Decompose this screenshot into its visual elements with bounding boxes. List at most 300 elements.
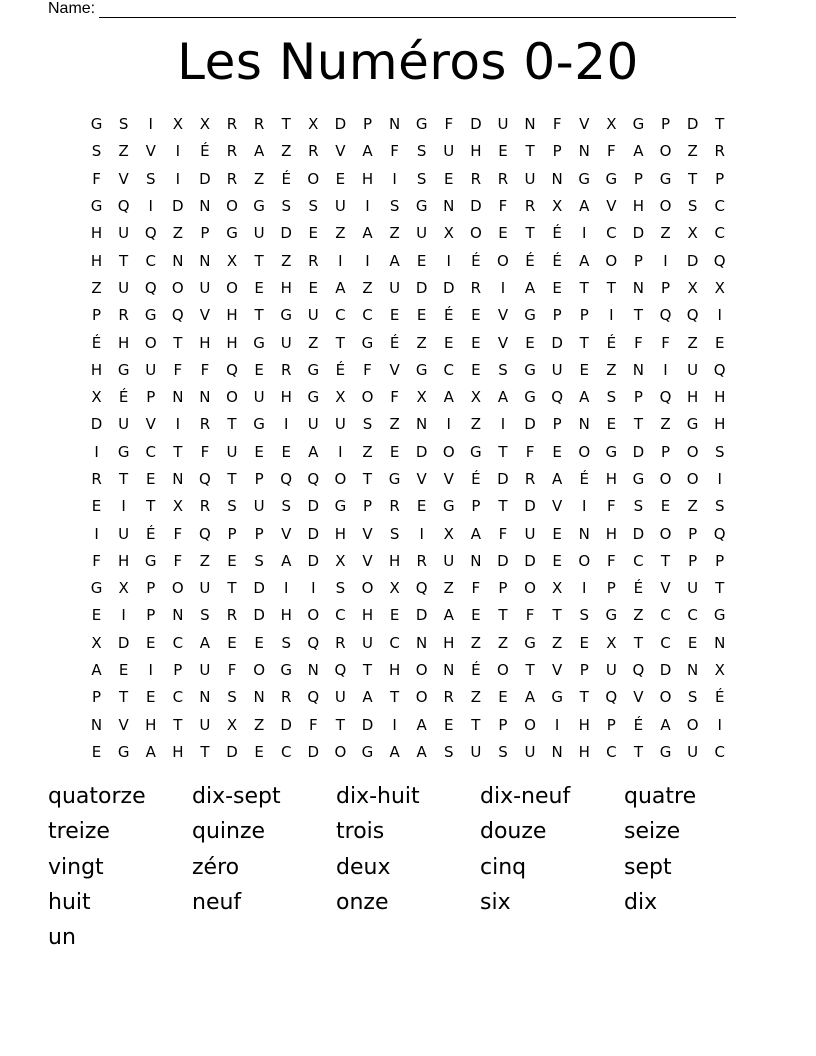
grid-letter[interactable]: D — [632, 524, 645, 543]
grid-letter[interactable]: G — [524, 388, 536, 407]
grid-letter[interactable]: U — [687, 742, 699, 761]
grid-letter[interactable]: Q — [659, 306, 672, 325]
grid-letter[interactable]: N — [632, 360, 645, 379]
grid-letter[interactable]: S — [714, 497, 725, 516]
grid-letter[interactable]: S — [687, 688, 698, 707]
grid-letter[interactable]: G — [659, 169, 672, 188]
grid-letter[interactable]: D — [497, 551, 509, 570]
grid-letter[interactable]: Q — [144, 278, 157, 297]
grid-letter[interactable]: G — [280, 306, 293, 325]
grid-letter[interactable]: I — [392, 169, 397, 188]
grid-letter[interactable]: F — [607, 551, 616, 570]
grid-letter[interactable]: Q — [713, 251, 726, 270]
grid-letter[interactable]: G — [605, 442, 618, 461]
grid-letter[interactable]: H — [226, 333, 238, 352]
grid-letter[interactable]: G — [307, 388, 320, 407]
grid-letter[interactable]: E — [660, 497, 671, 516]
grid-letter[interactable]: N — [470, 551, 482, 570]
grid-letter[interactable]: V — [362, 551, 373, 570]
grid-letter[interactable]: X — [172, 497, 183, 516]
grid-letter[interactable]: E — [281, 442, 291, 461]
grid-letter[interactable]: G — [307, 360, 320, 379]
grid-letter[interactable]: I — [582, 579, 587, 598]
grid-letter[interactable]: C — [280, 742, 292, 761]
grid-letter[interactable]: U — [199, 715, 211, 734]
grid-letter[interactable]: R — [308, 251, 319, 270]
grid-letter[interactable]: U — [145, 360, 157, 379]
grid-letter[interactable]: N — [578, 415, 590, 434]
grid-letter[interactable]: C — [606, 742, 617, 761]
grid-letter[interactable]: O — [605, 251, 618, 270]
grid-letter[interactable]: X — [606, 633, 617, 652]
grid-letter[interactable]: Z — [362, 278, 373, 297]
grid-letter[interactable]: F — [92, 169, 101, 188]
grid-letter[interactable]: Z — [281, 251, 292, 270]
grid-letter[interactable]: Q — [713, 524, 726, 543]
grid-letter[interactable]: R — [470, 278, 482, 297]
grid-letter[interactable]: V — [389, 360, 400, 379]
grid-letter[interactable]: H — [145, 715, 157, 734]
grid-letter[interactable]: P — [606, 715, 616, 734]
grid-letter[interactable]: H — [118, 551, 130, 570]
grid-letter[interactable]: G — [117, 360, 130, 379]
grid-letter[interactable]: Q — [632, 661, 645, 680]
grid-letter[interactable]: V — [633, 688, 644, 707]
grid-letter[interactable]: É — [471, 251, 481, 270]
grid-letter[interactable]: T — [362, 661, 373, 680]
grid-letter[interactable]: T — [688, 169, 698, 188]
grid-letter[interactable]: G — [253, 415, 265, 434]
grid-letter[interactable]: P — [715, 169, 725, 188]
grid-letter[interactable]: Z — [606, 360, 617, 379]
grid-letter[interactable]: O — [415, 688, 428, 707]
grid-letter[interactable]: I — [121, 497, 126, 516]
grid-letter[interactable]: Z — [687, 142, 698, 161]
grid-letter[interactable]: D — [253, 579, 265, 598]
grid-letter[interactable]: F — [634, 333, 643, 352]
grid-letter[interactable]: R — [497, 169, 509, 188]
grid-letter[interactable]: I — [663, 251, 668, 270]
grid-letter[interactable]: D — [307, 497, 320, 516]
grid-letter[interactable]: I — [148, 661, 153, 680]
grid-letter[interactable]: T — [579, 278, 589, 297]
grid-letter[interactable]: T — [498, 497, 508, 516]
grid-letter[interactable]: D — [90, 415, 103, 434]
grid-letter[interactable]: O — [686, 442, 699, 461]
grid-letter[interactable]: I — [148, 115, 153, 134]
grid-letter[interactable]: T — [254, 251, 264, 270]
grid-letter[interactable]: O — [334, 470, 347, 488]
grid-letter[interactable]: Q — [171, 306, 184, 325]
grid-letter[interactable]: R — [253, 115, 265, 134]
grid-letter[interactable]: A — [416, 742, 427, 761]
grid-letter[interactable]: É — [525, 251, 535, 270]
grid-letter[interactable]: T — [606, 278, 616, 297]
grid-letter[interactable]: Z — [91, 278, 102, 297]
grid-letter[interactable]: E — [416, 251, 427, 270]
grid-letter[interactable]: É — [471, 470, 481, 488]
grid-letter[interactable]: P — [362, 497, 372, 516]
grid-letter[interactable]: S — [227, 688, 237, 707]
grid-letter[interactable]: X — [335, 551, 346, 570]
grid-letter[interactable]: E — [145, 633, 156, 652]
grid-letter[interactable]: S — [281, 497, 291, 516]
grid-letter[interactable]: D — [117, 633, 130, 652]
grid-letter[interactable]: S — [200, 606, 210, 625]
grid-letter[interactable]: P — [633, 251, 643, 270]
grid-letter[interactable]: O — [686, 715, 699, 734]
grid-letter[interactable]: Z — [687, 333, 698, 352]
grid-letter[interactable]: P — [688, 551, 698, 570]
grid-letter[interactable]: U — [199, 661, 211, 680]
grid-letter[interactable]: G — [280, 661, 293, 680]
grid-letter[interactable]: D — [659, 661, 672, 680]
grid-letter[interactable]: E — [606, 415, 617, 434]
grid-letter[interactable]: H — [605, 524, 617, 543]
grid-letter[interactable]: P — [92, 306, 102, 325]
grid-letter[interactable]: S — [389, 524, 400, 543]
grid-letter[interactable]: S — [308, 197, 319, 216]
grid-letter[interactable]: N — [578, 142, 590, 161]
grid-letter[interactable]: U — [118, 278, 130, 297]
grid-letter[interactable]: G — [605, 606, 618, 625]
grid-letter[interactable]: V — [118, 169, 129, 188]
grid-letter[interactable]: S — [145, 169, 156, 188]
grid-letter[interactable]: T — [200, 742, 210, 761]
grid-letter[interactable]: V — [497, 306, 509, 325]
grid-letter[interactable]: É — [633, 715, 644, 734]
grid-letter[interactable]: Z — [253, 715, 265, 734]
grid-letter[interactable]: U — [334, 688, 346, 707]
grid-letter[interactable]: Q — [713, 360, 726, 379]
grid-letter[interactable]: X — [199, 115, 211, 134]
grid-letter[interactable]: C — [714, 742, 725, 761]
grid-letter[interactable]: I — [338, 251, 343, 270]
grid-letter[interactable]: T — [173, 442, 183, 461]
grid-letter[interactable]: N — [551, 169, 563, 188]
grid-letter[interactable]: N — [714, 633, 726, 652]
grid-letter[interactable]: I — [283, 415, 289, 434]
grid-letter[interactable]: U — [687, 360, 699, 379]
grid-letter[interactable]: T — [227, 579, 237, 598]
grid-letter[interactable]: O — [226, 278, 238, 297]
grid-letter[interactable]: P — [552, 142, 562, 161]
grid-letter[interactable]: É — [579, 470, 589, 488]
grid-letter[interactable]: P — [146, 579, 156, 598]
grid-letter[interactable]: O — [253, 661, 266, 680]
grid-letter[interactable]: U — [253, 224, 265, 243]
grid-letter[interactable]: V — [606, 197, 617, 216]
grid-letter[interactable]: T — [335, 715, 345, 734]
grid-letter[interactable]: E — [471, 606, 481, 625]
grid-letter[interactable]: É — [118, 388, 129, 407]
grid-letter[interactable]: P — [552, 306, 562, 325]
grid-letter[interactable]: O — [171, 579, 184, 598]
grid-letter[interactable]: O — [469, 224, 482, 243]
grid-letter[interactable]: X — [714, 278, 725, 297]
grid-letter[interactable]: E — [118, 661, 129, 680]
grid-letter[interactable]: S — [606, 388, 617, 407]
grid-letter[interactable]: S — [416, 142, 427, 161]
grid-letter[interactable]: G — [253, 197, 265, 216]
grid-letter[interactable]: Z — [118, 142, 129, 161]
grid-letter[interactable]: H — [334, 524, 347, 543]
grid-letter[interactable]: Z — [443, 579, 454, 598]
grid-letter[interactable]: É — [552, 251, 562, 270]
grid-letter[interactable]: A — [335, 278, 346, 297]
grid-letter[interactable]: G — [551, 688, 563, 707]
grid-letter[interactable]: É — [200, 142, 210, 161]
grid-letter[interactable]: R — [280, 360, 292, 379]
grid-letter[interactable]: X — [389, 579, 400, 598]
grid-letter[interactable]: C — [172, 688, 184, 707]
grid-letter[interactable]: Q — [226, 360, 238, 379]
grid-letter[interactable]: T — [389, 688, 400, 707]
grid-letter[interactable]: T — [525, 224, 535, 243]
grid-letter[interactable]: D — [280, 715, 292, 734]
grid-letter[interactable]: É — [714, 688, 725, 707]
grid-letter[interactable]: H — [632, 197, 645, 216]
grid-letter[interactable]: Q — [686, 306, 699, 325]
grid-letter[interactable]: H — [361, 169, 374, 188]
grid-letter[interactable]: D — [415, 606, 428, 625]
grid-letter[interactable]: U — [389, 278, 401, 297]
grid-letter[interactable]: E — [91, 606, 102, 625]
grid-letter[interactable]: D — [551, 333, 563, 352]
grid-letter[interactable]: C — [606, 224, 617, 243]
grid-letter[interactable]: N — [90, 715, 103, 734]
grid-letter[interactable]: T — [715, 115, 725, 134]
grid-letter[interactable]: E — [254, 742, 264, 761]
grid-letter[interactable]: V — [335, 142, 346, 161]
grid-letter[interactable]: X — [552, 579, 563, 598]
grid-letter[interactable]: T — [227, 470, 237, 488]
grid-letter[interactable]: E — [254, 442, 264, 461]
grid-letter[interactable]: V — [145, 415, 156, 434]
grid-letter[interactable]: E — [498, 224, 508, 243]
grid-letter[interactable]: P — [552, 415, 562, 434]
grid-letter[interactable]: A — [199, 633, 211, 652]
grid-letter[interactable]: H — [443, 633, 455, 652]
grid-letter[interactable]: O — [415, 661, 428, 680]
grid-letter[interactable]: G — [605, 169, 618, 188]
grid-letter[interactable]: I — [311, 579, 316, 598]
grid-letter[interactable]: U — [334, 415, 346, 434]
grid-letter[interactable]: I — [663, 360, 668, 379]
grid-letter[interactable]: S — [444, 742, 454, 761]
grid-letter[interactable]: T — [254, 306, 264, 325]
grid-letter[interactable]: É — [389, 333, 400, 352]
grid-letter[interactable]: N — [172, 251, 184, 270]
grid-letter[interactable]: S — [254, 551, 264, 570]
grid-letter[interactable]: P — [498, 579, 508, 598]
grid-letter[interactable]: A — [524, 688, 536, 707]
grid-letter[interactable]: I — [392, 715, 397, 734]
grid-letter[interactable]: T — [173, 333, 183, 352]
grid-letter[interactable]: G — [713, 606, 726, 625]
grid-letter[interactable]: A — [145, 742, 156, 761]
grid-letter[interactable]: O — [497, 661, 509, 680]
grid-letter[interactable]: Z — [199, 551, 211, 570]
grid-letter[interactable]: Z — [633, 606, 644, 625]
grid-letter[interactable]: G — [334, 497, 347, 516]
grid-letter[interactable]: X — [172, 115, 183, 134]
grid-letter[interactable]: U — [253, 388, 265, 407]
grid-letter[interactable]: E — [471, 360, 481, 379]
grid-letter[interactable]: N — [172, 606, 184, 625]
grid-letter[interactable]: X — [606, 115, 617, 134]
grid-letter[interactable]: I — [148, 197, 153, 216]
grid-letter[interactable]: H — [280, 278, 292, 297]
grid-letter[interactable]: Q — [307, 688, 320, 707]
grid-letter[interactable]: G — [415, 360, 428, 379]
grid-letter[interactable]: O — [171, 278, 184, 297]
grid-letter[interactable]: R — [714, 142, 725, 161]
grid-letter[interactable]: D — [415, 442, 428, 461]
grid-letter[interactable]: V — [281, 524, 292, 543]
grid-letter[interactable]: N — [632, 278, 645, 297]
grid-letter[interactable]: D — [524, 551, 536, 570]
grid-letter[interactable]: U — [443, 142, 455, 161]
grid-letter[interactable]: T — [119, 251, 129, 270]
grid-letter[interactable]: E — [389, 606, 400, 625]
grid-letter[interactable]: H — [470, 142, 482, 161]
grid-letter[interactable]: A — [416, 715, 427, 734]
grid-letter[interactable]: T — [633, 633, 643, 652]
grid-letter[interactable]: R — [199, 415, 211, 434]
grid-letter[interactable]: T — [552, 606, 562, 625]
grid-letter[interactable]: D — [334, 115, 347, 134]
grid-letter[interactable]: T — [281, 115, 291, 134]
grid-letter[interactable]: I — [175, 169, 181, 188]
grid-letter[interactable]: A — [633, 142, 644, 161]
grid-letter[interactable]: O — [334, 742, 347, 761]
grid-letter[interactable]: O — [361, 579, 374, 598]
grid-letter[interactable]: N — [578, 524, 590, 543]
grid-letter[interactable]: G — [524, 360, 536, 379]
grid-letter[interactable]: Z — [335, 224, 346, 243]
grid-letter[interactable]: I — [419, 524, 424, 543]
grid-letter[interactable]: A — [443, 606, 454, 625]
grid-letter[interactable]: S — [91, 142, 102, 161]
grid-letter[interactable]: A — [579, 251, 590, 270]
grid-letter[interactable]: I — [94, 442, 99, 461]
grid-letter[interactable]: F — [200, 360, 210, 379]
grid-letter[interactable]: I — [717, 306, 722, 325]
grid-letter[interactable]: E — [471, 306, 481, 325]
grid-letter[interactable]: H — [118, 333, 130, 352]
grid-letter[interactable]: U — [307, 415, 319, 434]
grid-letter[interactable]: V — [416, 470, 427, 488]
grid-letter[interactable]: N — [307, 661, 319, 680]
grid-letter[interactable]: Q — [415, 579, 428, 598]
grid-letter[interactable]: P — [146, 606, 156, 625]
grid-letter[interactable]: C — [172, 633, 184, 652]
grid-letter[interactable]: R — [226, 142, 238, 161]
grid-letter[interactable]: S — [714, 442, 725, 461]
grid-letter[interactable]: Q — [307, 470, 320, 488]
grid-letter[interactable]: G — [632, 115, 645, 134]
grid-letter[interactable]: T — [498, 606, 508, 625]
grid-letter[interactable]: C — [660, 606, 671, 625]
grid-letter[interactable]: C — [687, 606, 698, 625]
grid-letter[interactable]: D — [686, 115, 699, 134]
grid-letter[interactable]: H — [280, 388, 292, 407]
grid-letter[interactable]: X — [226, 715, 238, 734]
grid-letter[interactable]: X — [308, 115, 319, 134]
grid-letter[interactable]: O — [659, 142, 672, 161]
grid-letter[interactable]: C — [633, 551, 644, 570]
grid-letter[interactable]: F — [92, 551, 101, 570]
grid-letter[interactable]: Z — [389, 415, 400, 434]
grid-letter[interactable]: A — [552, 470, 563, 488]
grid-letter[interactable]: Z — [362, 442, 373, 461]
grid-letter[interactable]: P — [200, 224, 210, 243]
grid-letter[interactable]: X — [443, 524, 454, 543]
grid-letter[interactable]: H — [388, 551, 401, 570]
grid-letter[interactable]: N — [416, 415, 428, 434]
grid-letter[interactable]: F — [227, 661, 237, 680]
grid-letter[interactable]: E — [552, 278, 562, 297]
grid-letter[interactable]: A — [660, 715, 671, 734]
grid-letter[interactable]: O — [524, 579, 536, 598]
grid-letter[interactable]: D — [442, 278, 455, 297]
grid-letter[interactable]: N — [199, 388, 211, 407]
grid-letter[interactable]: I — [582, 497, 587, 516]
grid-letter[interactable]: U — [280, 333, 292, 352]
grid-letter[interactable]: N — [443, 197, 455, 216]
grid-letter[interactable]: U — [361, 633, 373, 652]
grid-letter[interactable]: N — [172, 470, 184, 488]
grid-letter[interactable]: F — [363, 360, 372, 379]
grid-letter[interactable]: E — [91, 742, 102, 761]
grid-letter[interactable]: G — [524, 306, 536, 325]
grid-letter[interactable]: X — [443, 224, 454, 243]
grid-letter[interactable]: E — [444, 333, 454, 352]
grid-letter[interactable]: T — [579, 688, 589, 707]
grid-letter[interactable]: S — [362, 415, 373, 434]
grid-letter[interactable]: F — [525, 442, 535, 461]
grid-letter[interactable]: R — [91, 470, 102, 488]
grid-letter[interactable]: S — [281, 633, 291, 652]
grid-letter[interactable]: Z — [660, 415, 671, 434]
grid-letter[interactable]: Z — [253, 169, 265, 188]
grid-letter[interactable]: R — [524, 197, 536, 216]
grid-letter[interactable]: O — [659, 197, 672, 216]
grid-letter[interactable]: P — [146, 388, 156, 407]
grid-letter[interactable]: D — [470, 197, 482, 216]
grid-letter[interactable]: G — [524, 633, 536, 652]
grid-letter[interactable]: Q — [551, 388, 564, 407]
grid-letter[interactable]: R — [308, 142, 319, 161]
grid-letter[interactable]: E — [145, 688, 156, 707]
grid-letter[interactable]: I — [365, 251, 370, 270]
grid-letter[interactable]: D — [632, 224, 645, 243]
grid-letter[interactable]: P — [173, 661, 183, 680]
grid-letter[interactable]: S — [633, 497, 644, 516]
grid-letter[interactable]: A — [579, 388, 590, 407]
grid-letter[interactable]: A — [253, 142, 265, 161]
grid-letter[interactable]: É — [444, 306, 454, 325]
grid-letter[interactable]: U — [199, 278, 211, 297]
grid-letter[interactable]: S — [416, 169, 427, 188]
grid-letter[interactable]: R — [118, 306, 129, 325]
grid-letter[interactable]: S — [118, 115, 129, 134]
grid-letter[interactable]: Z — [470, 688, 481, 707]
grid-letter[interactable]: F — [607, 497, 616, 516]
grid-letter[interactable]: O — [307, 169, 320, 188]
grid-letter[interactable]: T — [633, 306, 643, 325]
